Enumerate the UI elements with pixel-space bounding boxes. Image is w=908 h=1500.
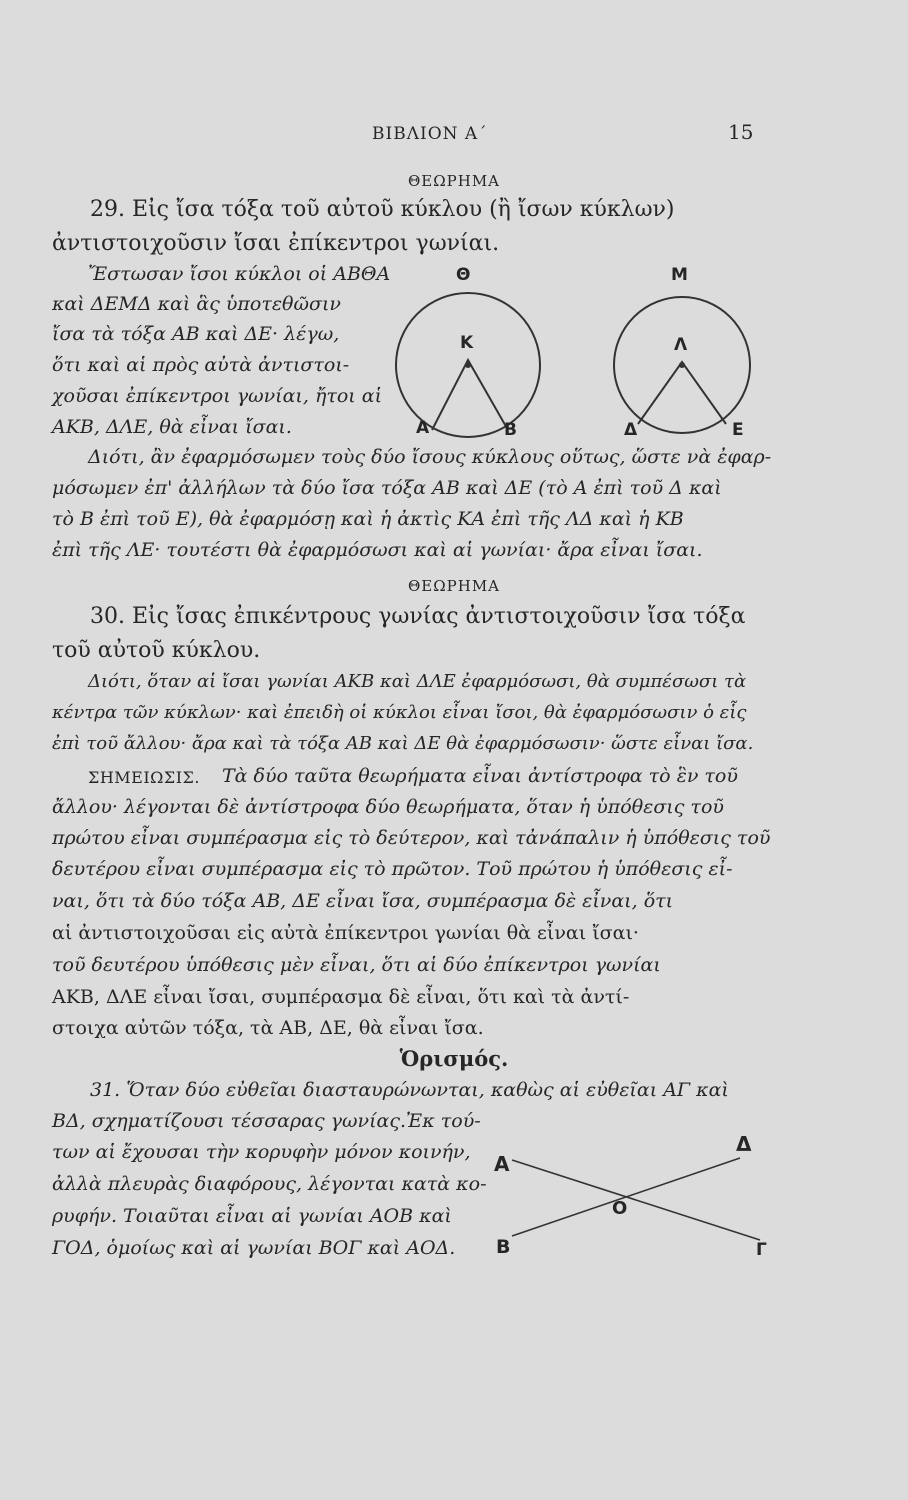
- note-line: στοιχα αὐτῶν τόξα, τὰ ΑΒ, ΔΕ, θὰ εἶναι ἴσα.: [52, 1017, 484, 1039]
- running-head: ΒΙΒΛΙΟΝ Α΄: [372, 124, 488, 144]
- note-line: πρώτου εἶναι συμπέρασμα εἰς τὸ δεύτερον, καὶ τἀνάπαλιν ἡ ὑπόθεσις τοῦ: [52, 827, 771, 849]
- theorem-30-proof-line: κέντρα τῶν κύκλων· καὶ ἐπειδὴ οἱ κύκλοι εἶναι ἴσοι, θὰ ἐφαρμόσωσιν ὁ εἷς: [52, 702, 747, 723]
- line-bd: [512, 1158, 740, 1236]
- definition-line: ρυφήν. Τοιαῦται εἶναι αἱ γωνίαι ΑΟΒ καὶ: [52, 1205, 452, 1227]
- label-theta: Θ: [456, 265, 471, 285]
- label-a-2: Α: [494, 1152, 510, 1176]
- theorem-29-text-line: Ἔστωσαν ἴσοι κύκλοι οἱ ΑΒΘΑ: [88, 263, 391, 285]
- label-a: Α: [416, 418, 430, 438]
- theorem-29-text-line: χοῦσαι ἐπίκεντροι γωνίαι, ἤτοι αἱ: [52, 385, 383, 407]
- theorem-29-proof-line: μόσωμεν ἐπ' ἀλλήλων τὰ δύο ἴσα τόξα ΑΒ καὶ ΔΕ (τὸ Α ἐπὶ τοῦ Δ καὶ: [52, 477, 722, 499]
- definition-line: 31. Ὅταν δύο εὐθεῖαι διασταυρώνωνται, καθὼς αἱ εὐθεῖαι ΑΓ καὶ: [90, 1079, 729, 1101]
- theorem-29-text-line: καὶ ΔΕΜΔ καὶ ἃς ὑποτεθῶσιν: [52, 293, 341, 315]
- label-delta-2: Δ: [736, 1132, 752, 1156]
- definition-heading: Ὁρισμός.: [399, 1046, 509, 1071]
- theorem-29-proof-line: ἐπὶ τῆς ΛΕ· τουτέστι θὰ ἐφαρμόσωσι καὶ αἱ γωνίαι· ἄρα εἶναι ἴσαι.: [52, 539, 703, 561]
- definition-line: ἀλλὰ πλευρὰς διαφόρους, λέγονται κατὰ κο-: [52, 1173, 487, 1195]
- theorem-29-proof-line: Διότι, ἂν ἐφαρμόσωμεν τοὺς δύο ἴσους κύκλους οὕτως, ὥστε νὰ ἐφαρ-: [88, 446, 772, 468]
- definition-line: των αἱ ἔχουσαι τὴν κορυφὴν μόνον κοινήν,: [52, 1141, 471, 1163]
- theorem-30-statement-line2: τοῦ αὐτοῦ κύκλου.: [52, 638, 261, 663]
- note-line: ἄλλου· λέγονται δὲ ἀντίστροφα δύο θεωρήματα, ὅταν ἡ ὑπόθεσις τοῦ: [52, 796, 724, 818]
- theorem-30-proof-line: Διότι, ὅταν αἱ ἴσαι γωνίαι ΑΚΒ καὶ ΔΛΕ ἐφαρμόσωσι, θὰ συμπέσωσι τὰ: [88, 671, 747, 692]
- theorem-29-statement-line2: ἀντιστοιχοῦσιν ἴσαι ἐπίκεντροι γωνίαι.: [52, 231, 500, 256]
- note-line: τοῦ δευτέρου ὑπόθεσις μὲν εἶναι, ὅτι αἱ δύο ἐπίκεντροι γωνίαι: [52, 954, 661, 976]
- note-line: αἱ ἀντιστοιχοῦσαι εἰς αὐτὰ ἐπίκεντροι γωνίαι θὰ εἶναι ἴσαι·: [52, 922, 639, 944]
- theorem-29-statement-line1: 29. Εἰς ἴσα τόξα τοῦ αὐτοῦ κύκλου (ἢ ἴσων κύκλων): [90, 197, 675, 222]
- label-lambda: Λ: [674, 335, 688, 355]
- theorem-30-proof-line: ἐπὶ τοῦ ἄλλου· ἄρα καὶ τὰ τόξα ΑΒ καὶ ΔΕ θὰ ἐφαρμόσωσιν· ὥστε εἶναι ἴσα.: [52, 733, 754, 754]
- note-label: ΣΗΜΕΙΩΣΙΣ.: [88, 768, 200, 787]
- theorem-29-text-line: ἴσα τὰ τόξα ΑΒ καὶ ΔΕ· λέγω,: [52, 323, 340, 345]
- label-delta: Δ: [624, 420, 638, 440]
- definition-line: ΓΟΔ, ὁμοίως καὶ αἱ γωνίαι ΒΟΓ καὶ ΑΟΔ.: [52, 1237, 456, 1259]
- label-b: Β: [504, 420, 517, 440]
- label-o: Ο: [612, 1198, 628, 1219]
- label-b-2: Β: [496, 1236, 511, 1258]
- theorem-29-heading: ΘΕΩΡΗΜΑ: [407, 172, 501, 190]
- page-number: 15: [728, 120, 754, 144]
- theorem-29-proof-line: τὸ Β ἐπὶ τοῦ Ε), θὰ ἐφαρμόσῃ καὶ ἡ ἀκτὶς ΚΑ ἐπὶ τῆς ΛΔ καὶ ἡ ΚΒ: [52, 508, 684, 530]
- note-line: δευτέρου εἶναι συμπέρασμα εἰς τὸ πρῶτον. Τοῦ πρώτου ἡ ὑπόθεσις εἶ-: [52, 858, 733, 880]
- line-ag: [512, 1160, 760, 1240]
- theorem-29-text-line: ΑΚΒ, ΔΛΕ, θὰ εἶναι ἴσαι.: [52, 416, 292, 438]
- note-line: ΑΚΒ, ΔΛΕ εἶναι ἴσαι, συμπέρασμα δὲ εἶναι, ὅτι καὶ τὰ ἀντί-: [52, 986, 630, 1008]
- note-line: ναι, ὅτι τὰ δύο τόξα ΑΒ, ΔΕ εἶναι ἴσα, συμπέρασμα δὲ εἶναι, ὅτι: [52, 890, 674, 912]
- theorem-30-heading: ΘΕΩΡΗΜΑ: [407, 577, 501, 595]
- label-e: Ε: [732, 420, 744, 440]
- label-k: Κ: [460, 333, 474, 353]
- definition-line: ΒΔ, σχηματίζουσι τέσσαρας γωνίας.Ἐκ τού-: [52, 1110, 481, 1132]
- theorem-30-statement-line1: 30. Εἰς ἴσας ἐπικέντρους γωνίας ἀντιστοιχοῦσιν ἴσα τόξα: [90, 604, 746, 629]
- theorem-29-text-line: ὅτι καὶ αἱ πρὸς αὐτὰ ἀντιστοι-: [52, 354, 350, 376]
- note-line: Τὰ δύο ταῦτα θεωρήματα εἶναι ἀντίστροφα τὸ ἓν τοῦ: [222, 765, 738, 787]
- label-m: Μ: [671, 265, 688, 285]
- label-gamma: Γ: [756, 1240, 767, 1260]
